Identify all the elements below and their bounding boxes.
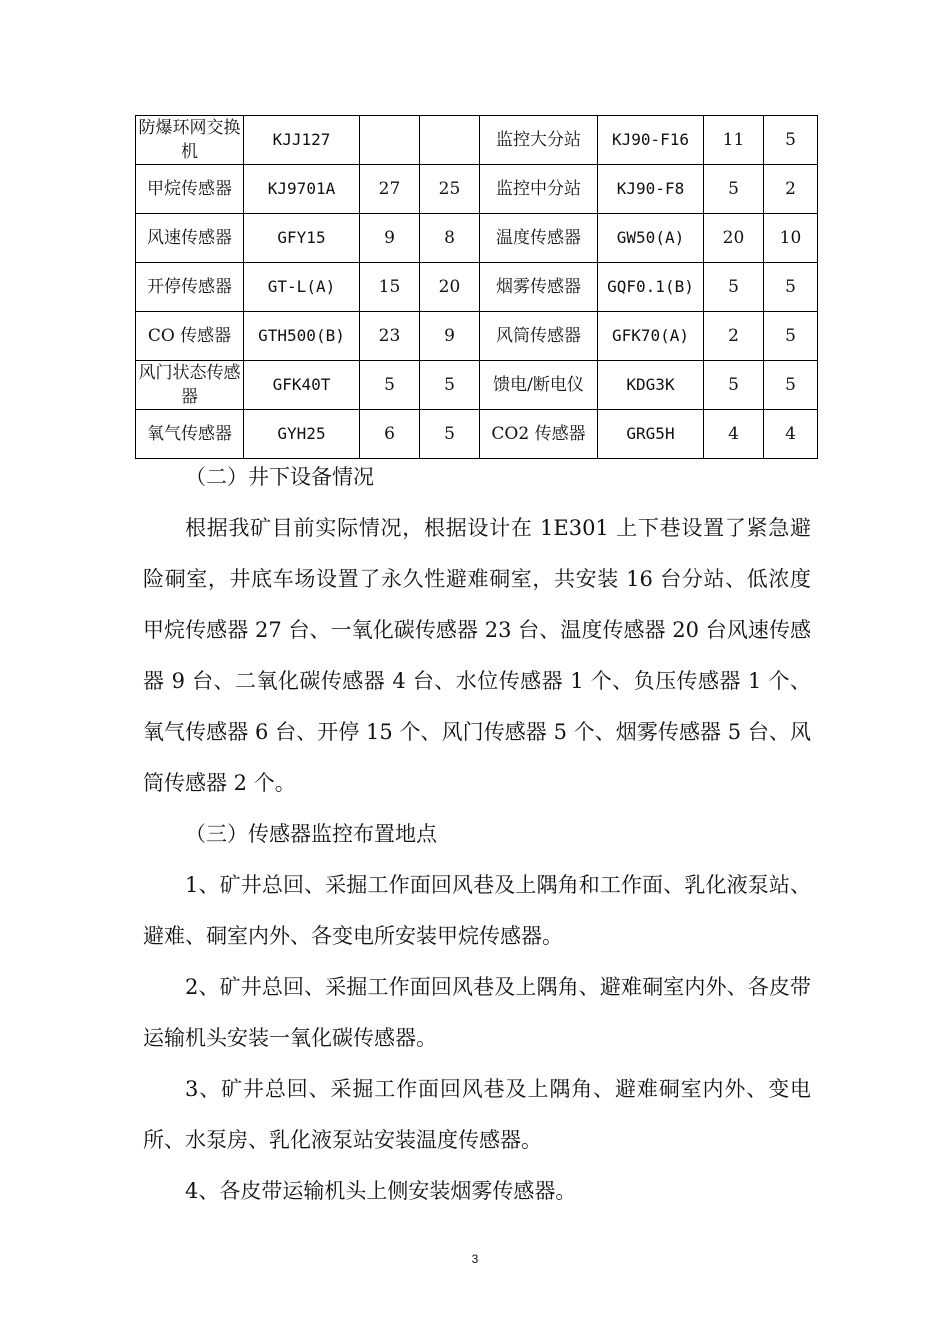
table-cell: 5: [764, 263, 818, 312]
table-row: [136, 214, 818, 263]
table-cell: 20: [704, 214, 764, 263]
table-cell: 甲烷传感器: [136, 165, 244, 214]
table-cell: GQF0.1(B): [598, 263, 704, 312]
table-cell: GYH25: [244, 410, 360, 459]
table-cell: 5: [704, 263, 764, 312]
table-cell: GT-L(A): [244, 263, 360, 312]
table-cell: 5: [764, 361, 818, 410]
table-cell: [360, 116, 420, 165]
table-cell: 5: [420, 361, 480, 410]
list-item: 1、矿井总回、采掘工作面回风巷及上隅角和工作面、乳化液泵站、避难、硐室内外、各变电所安装甲烷传感器。: [143, 873, 811, 948]
table-cell: 27: [360, 165, 420, 214]
table-cell: 9: [360, 214, 420, 263]
table-cell: 5: [704, 361, 764, 410]
table-cell: GTH500(B): [244, 312, 360, 361]
table-cell: [420, 116, 480, 165]
table-cell: 4: [764, 410, 818, 459]
paragraph: 根据我矿目前实际情况，根据设计在 1E301 上下巷设置了紧急避险硐室，井底车场设置了永久性避难硐室，共安装 16 台分站、低浓度甲烷传感器 27 台、一氧化碳传感器 23 台、温度传感器 20 台风速传感器 9 台、二氧化碳传感器 4 台、水位传感器 1 个、负压传感器 1 个、氧气传感器 6 台、开停 15 个、风门传感器 5 个、烟雾传感器 5 台、风筒传感器 2 个。: [143, 516, 811, 795]
table-cell: 5: [360, 361, 420, 410]
table-cell: KJ90-F16: [598, 116, 704, 165]
table-cell: GFK70(A): [598, 312, 704, 361]
table-cell: 5: [764, 116, 818, 165]
table-cell: 10: [764, 214, 818, 263]
list-item: 2、矿井总回、采掘工作面回风巷及上隅角、避难硐室内外、各皮带运输机头安装一氧化碳传感器。: [143, 975, 811, 1050]
table-cell: KDG3K: [598, 361, 704, 410]
page-number: 3: [471, 1252, 479, 1266]
table-cell: 风速传感器: [136, 214, 244, 263]
table-cell: 2: [764, 165, 818, 214]
table-cell: 风门状态传感器: [136, 361, 244, 410]
table-cell: 4: [704, 410, 764, 459]
table-cell: 5: [420, 410, 480, 459]
table-cell: KJJ127: [244, 116, 360, 165]
table-cell: KJ9701A: [244, 165, 360, 214]
table-cell: 9: [420, 312, 480, 361]
table-cell: 馈电/断电仪: [480, 361, 598, 410]
section-heading: （二）井下设备情况: [185, 465, 374, 489]
table-cell: CO 传感器: [136, 312, 244, 361]
table-cell: 防爆环网交换机: [136, 116, 244, 165]
table-row: [136, 263, 818, 312]
table-cell: 6: [360, 410, 420, 459]
table-cell: 8: [420, 214, 480, 263]
table-row: [136, 165, 818, 214]
section-heading: （三）传感器监控布置地点: [185, 822, 437, 846]
table-row: [136, 361, 818, 410]
body-text: [143, 452, 811, 1217]
table-cell: 5: [704, 165, 764, 214]
table-cell: 氧气传感器: [136, 410, 244, 459]
table-cell: 23: [360, 312, 420, 361]
table-cell: 20: [420, 263, 480, 312]
table-cell: GRG5H: [598, 410, 704, 459]
table-cell: 风筒传感器: [480, 312, 598, 361]
table-cell: 15: [360, 263, 420, 312]
list-item: 3、矿井总回、采掘工作面回风巷及上隅角、避难硐室内外、变电所、水泵房、乳化液泵站安装温度传感器。: [143, 1077, 811, 1152]
table-cell: GW50(A): [598, 214, 704, 263]
list-item: 4、各皮带运输机头上侧安装烟雾传感器。: [185, 1179, 577, 1203]
table-cell: CO2 传感器: [480, 410, 598, 459]
table-cell: 11: [704, 116, 764, 165]
table-cell: 监控大分站: [480, 116, 598, 165]
table-cell: 25: [420, 165, 480, 214]
table-cell: 温度传感器: [480, 214, 598, 263]
table-cell: 开停传感器: [136, 263, 244, 312]
table-cell: 监控中分站: [480, 165, 598, 214]
table-cell: KJ90-F8: [598, 165, 704, 214]
table-cell: GFY15: [244, 214, 360, 263]
table-cell: 5: [764, 312, 818, 361]
equipment-table-body: [136, 116, 818, 459]
table-row: [136, 312, 818, 361]
table-cell: 2: [704, 312, 764, 361]
equipment-table: [135, 115, 818, 459]
table-row: [136, 116, 818, 165]
table-cell: GFK40T: [244, 361, 360, 410]
table-cell: 烟雾传感器: [480, 263, 598, 312]
